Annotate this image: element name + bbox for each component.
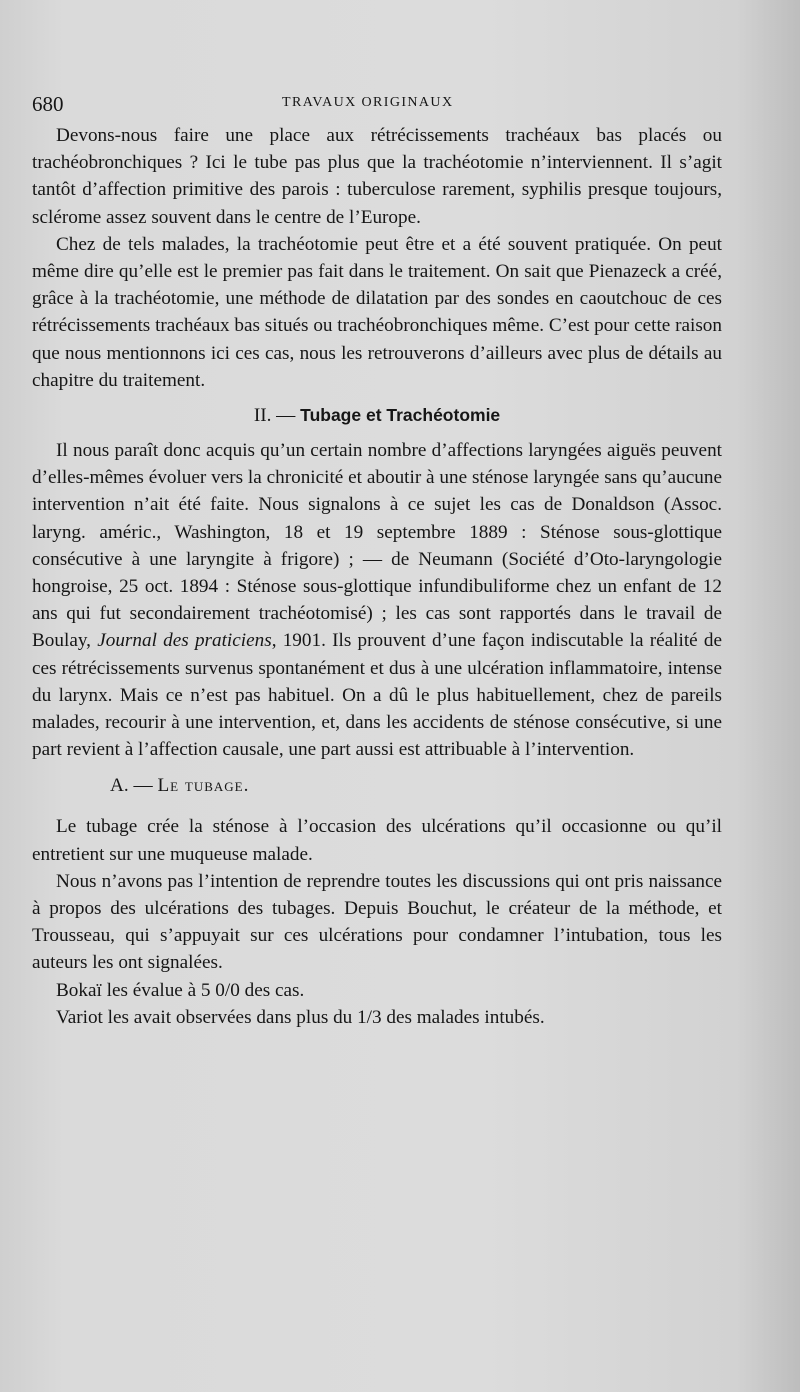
paragraph-tracheotomy-practice: Chez de tels malades, la trachéotomie peut être et a été souvent pratiquée. On peut même dire qu’elle est le premier pas fait dans le traitement. On sait que Pienazeck a créé, grâce à la trachéotomie, une méthode de dilatation par des sondes en caoutchouc de ces rétrécissements trachéaux bas situés ou trachéobronchiques même. C’est pour cette raison que nous mentionnons ici ces cas, nous les retrouverons d’ailleurs avec plus de détails au chapitre du traitement. (32, 233, 722, 391)
running-head (32, 88, 722, 122)
paragraph-tubage-ulcerations: Nous n’avons pas l’intention de reprendre toutes les discussions qui ont pris naissance à propos des ulcérations des tubages. Depuis Bouchut, le créateur de la méthode, et Trousseau, qui s’appuyait sur ces ulcérations pour condamner l’intubation, tous les auteurs les ont signalées. (32, 870, 722, 974)
subsection-heading (110, 773, 722, 799)
subsection-letter: A. — (110, 775, 153, 797)
paragraph-tracheal-stenosis: Devons-nous faire une place aux rétrécissements trachéaux bas placés ou trachéobronchiques ? Ici le tube pas plus que la trachéotomie n’interviennent. Il s’agit tantôt d’affection primitive des parois : tuberculose rarement, syphilis presque toujours, sclérome assez souvent dans le centre de l’Europe. (32, 125, 722, 228)
section-heading (32, 402, 722, 429)
paragraph-variot: Variot les avait observées dans plus du 1/3 des malades intubés. (56, 1006, 545, 1028)
section-title: Tubage et Trachéotomie (300, 405, 501, 426)
section-number: II. — (253, 405, 296, 427)
page-number: 680 (32, 92, 64, 116)
paragraph-text-part1: Il nous paraît donc acquis qu’un certain nombre d’affections laryngées aiguës peuvent d’elles-mêmes évoluer vers la chronicité et aboutir à une sténose laryngée sans qu’aucune intervention n’ait été faite. Nous signalons à ce sujet les cas de Donaldson (Assoc. laryng. améric., Washington, 18 et 19 septembre 1889 : Sténose sous-glottique consécutive à une laryngite à frigore) ; — de Neumann (Société d’Oto-laryngologie hongroise, 25 oct. 1894 : Sténose sous-glottique infundibuliforme chez un enfant de 12 ans qui fut secondairement trachéotomisé) ; les cas sont rapportés dans le travail de Boulay, (32, 440, 722, 652)
paragraph-bokai: Bokaï les évalue à 5 0/0 des cas. (56, 979, 305, 1001)
paragraph-acute-laryngeal-affections (32, 437, 722, 763)
subsection-title: Le tubage. (157, 775, 250, 797)
journal-title: Journal des praticiens (97, 630, 272, 652)
paragraph-tubage-stenosis: Le tubage crée la sténose à l’occasion des ulcérations qu’il occasionne ou qu’il entretient sur une muqueuse malade. (32, 816, 722, 865)
paragraph-text-part2: , 1901. Ils prouvent d’une façon indiscutable la réalité de ces rétrécissements survenus spontanément et dus à une ulcération inflammatoire, intense du larynx. Mais ce n’est pas habituel. On a dû le plus habituellement, chez de pareils malades, recourir à une intervention, et, dans les accidents de sténose consécutive, si une part revient à l’affection causale, une part aussi est attribuable à l’intervention. (32, 630, 723, 761)
running-title: TRAVAUX ORIGINAUX (282, 95, 454, 110)
